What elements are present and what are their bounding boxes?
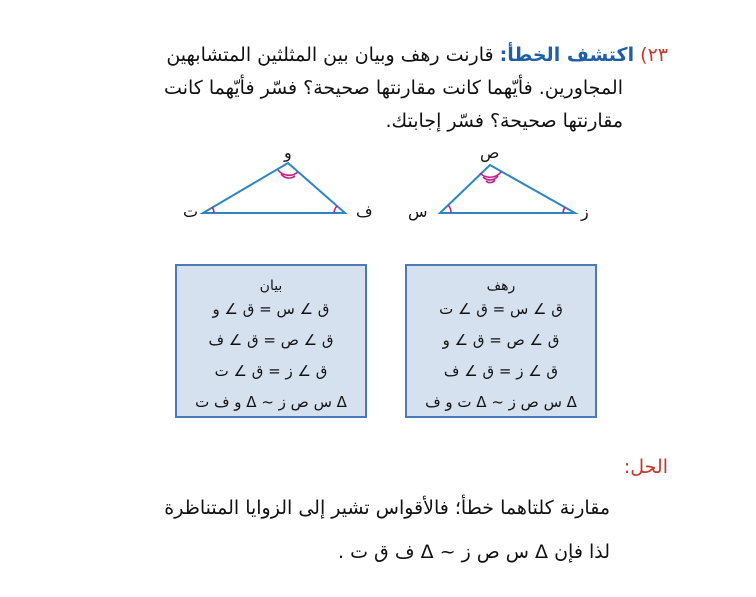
box-title-bayan: بيان [259, 278, 283, 294]
solution-line-2: لذا فإن Δ س ص ز ~ Δ ف ق ت . [338, 541, 610, 563]
box-line: ق ∠ س = ق ∠ ت [439, 300, 563, 318]
vertex-label-top-right: ص [480, 143, 500, 162]
vertex-label-right-left: ف [356, 202, 373, 221]
box-line: Δ س ص ز ~ Δ و ف ت [195, 393, 347, 411]
box-line: Δ س ص ز ~ Δ ت و ف [425, 393, 577, 411]
question-line-1 [68, 44, 668, 66]
solution-label: الحل: [623, 456, 668, 478]
box-title-rahaf: رهف [486, 278, 516, 294]
question-text-1: قارنت رهف وبيان بين المثلثين المتشابهين [166, 44, 494, 66]
question-heading: اكتشف الخطأ: [499, 44, 635, 66]
vertex-label-left-left: ت [183, 202, 199, 221]
question-line-3: مقارنتها صحيحة؟ فسّر إجابتك. [385, 110, 623, 132]
box-line: ق ∠ ص = ق ∠ ف [208, 331, 334, 349]
vertex-label-right-right: ز [581, 202, 589, 221]
question-number: ٢٣) [640, 44, 668, 66]
vertex-label-left-right: س [408, 202, 428, 221]
box-line: ق ∠ ز = ق ∠ ف [443, 362, 559, 380]
answer-box-bayan [175, 264, 367, 418]
box-line: ق ∠ ز = ق ∠ ت [214, 362, 328, 380]
answer-box-rahaf [405, 264, 597, 418]
box-line: ق ∠ س = ق ∠ و [212, 300, 330, 318]
box-line: ق ∠ ص = ق ∠ و [442, 331, 560, 349]
question-line-2: المجاورين. فأيّهما كانت مقارنتها صحيحة؟ فسّر فأيّهما كانت [164, 77, 623, 99]
solution-line-1: مقارنة كلتاهما خطأ؛ فالأقواس تشير إلى الزوايا المتناظرة [164, 497, 610, 519]
vertex-label-top-left: و [284, 143, 292, 162]
